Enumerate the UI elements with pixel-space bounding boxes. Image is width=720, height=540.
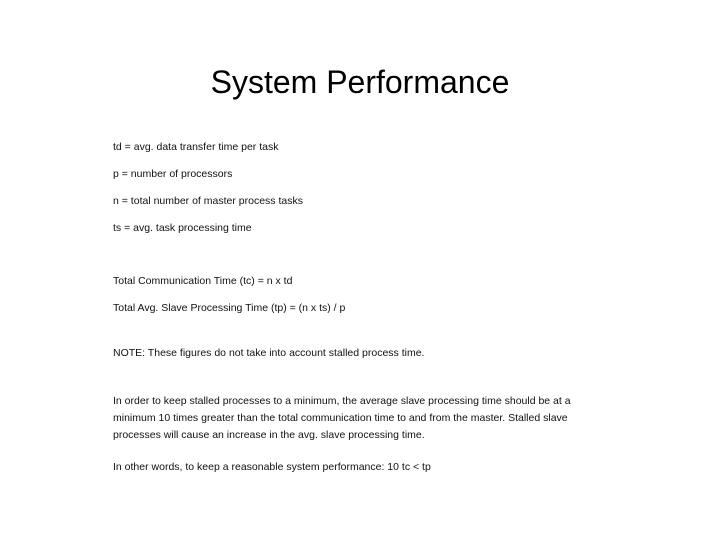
definition-n: n = total number of master process tasks <box>113 195 303 207</box>
definition-p: p = number of processors <box>113 168 233 180</box>
slide-title: System Performance <box>210 64 510 100</box>
definition-ts: ts = avg. task processing time <box>113 222 252 234</box>
definition-td: td = avg. data transfer time per task <box>113 141 279 153</box>
formula-communication-time: Total Communication Time (tc) = n x td <box>113 275 293 287</box>
conclusion-text: In other words, to keep a reasonable system performance: 10 tc < tp <box>113 461 431 473</box>
explanation-paragraph: In order to keep stalled processes to a minimum, the average slave processing time should be at a minimum 10 times greater than the total communication time to and from the master. Stalled slave processes will cause an increase in the avg. slave processing time. <box>113 395 571 441</box>
note-text: NOTE: These figures do not take into account stalled process time. <box>113 347 425 359</box>
formula-slave-processing-time: Total Avg. Slave Processing Time (tp) = (n x ts) / p <box>113 302 346 314</box>
